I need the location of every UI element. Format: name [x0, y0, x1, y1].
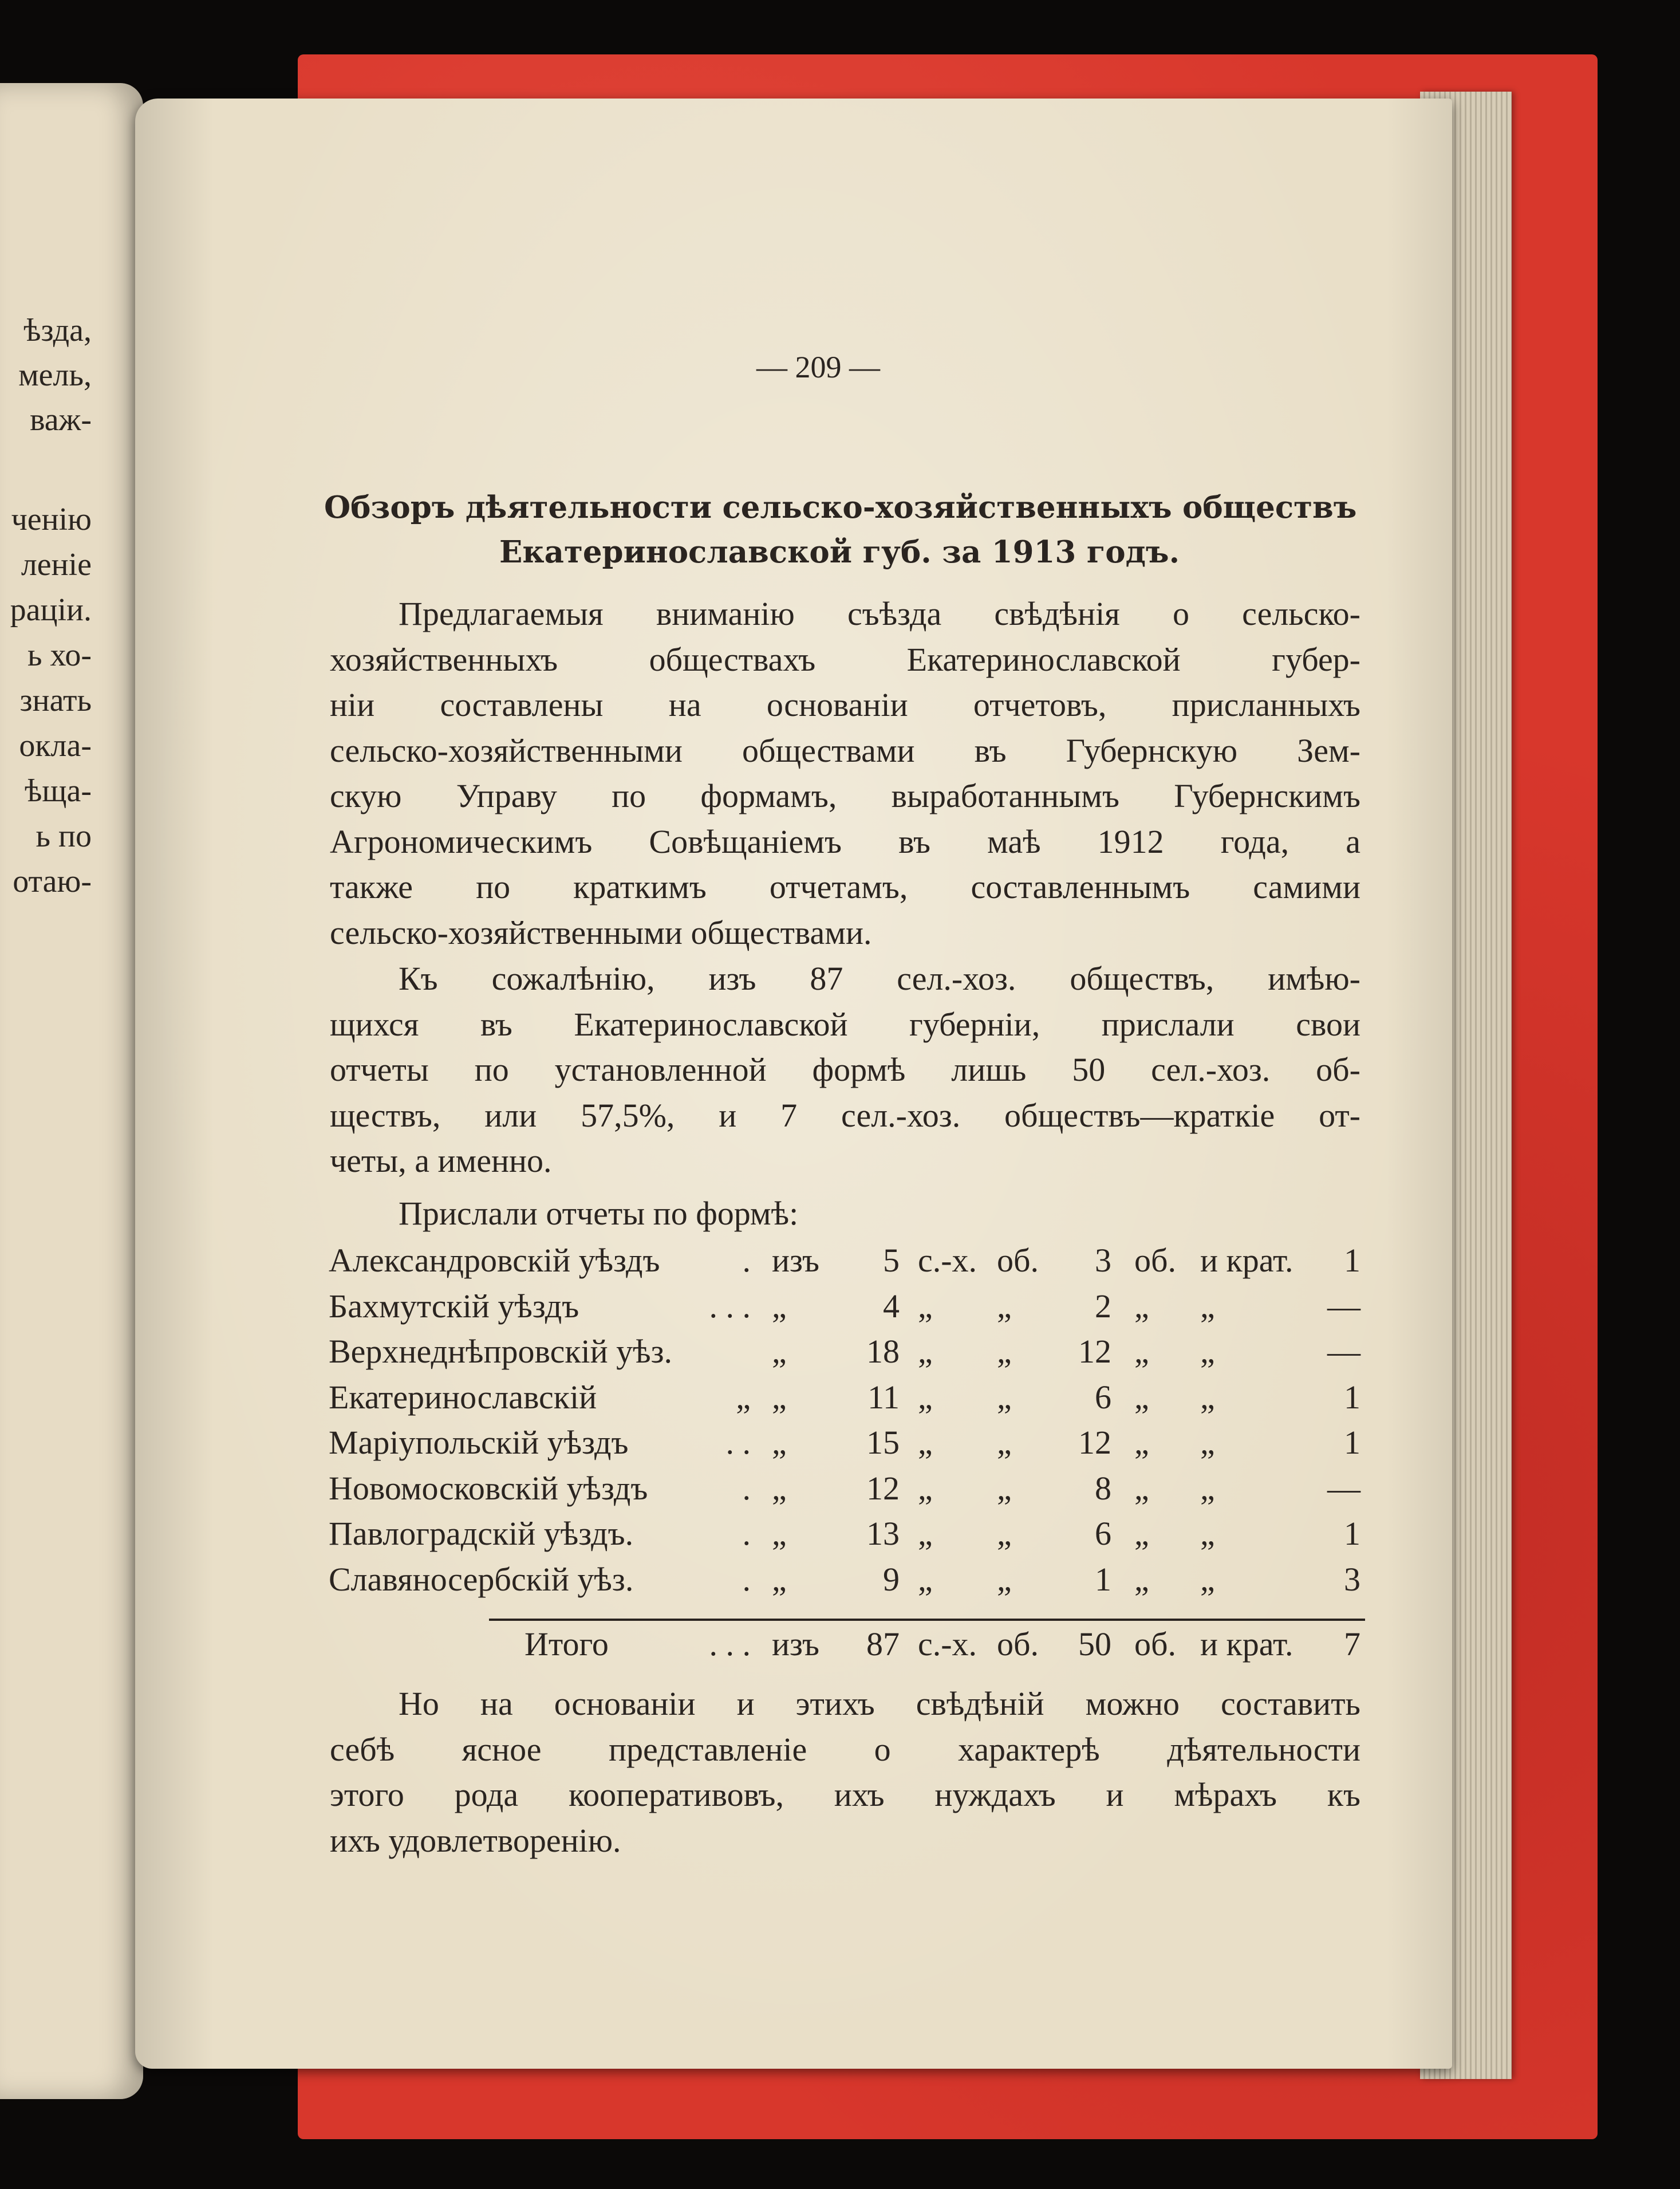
- paragraph-line: сельско-хозяйственными обществами.: [330, 914, 872, 951]
- table-cell-unit2: „: [997, 1469, 1012, 1507]
- paragraph-line: также по краткимъ отчетамъ, составленнымъ самими: [330, 868, 1360, 905]
- table-cell-dots: . .: [725, 1424, 751, 1461]
- paragraph-line: ществъ, или 57,5%, и 7 сел.-хоз. обществъ—краткіе от-: [330, 1096, 1360, 1134]
- left-page-fragment: мель,: [18, 357, 92, 393]
- table-cell-total: 13: [866, 1515, 900, 1552]
- table-cell-iz: изъ: [772, 1242, 819, 1279]
- paragraph-line: хозяйственныхъ обществахъ Екатеринославской губер-: [330, 640, 1360, 678]
- table-cell-unit3: „: [1134, 1469, 1149, 1507]
- total-cell-kr: и крат.: [1200, 1625, 1293, 1663]
- table-cell-dots: . . .: [709, 1287, 751, 1325]
- table-cell-iz: „: [772, 1560, 787, 1598]
- left-page-fragment: раціи.: [10, 592, 92, 628]
- table-cell-district: Екатеринославскій: [329, 1378, 597, 1416]
- table-cell-iz: „: [772, 1333, 787, 1370]
- table-cell-form: 6: [1095, 1515, 1111, 1552]
- table-cell-district: Бахмутскій уѣздъ: [329, 1287, 579, 1325]
- table-cell-district: Верхнеднѣпровскій уѣз.: [329, 1333, 673, 1370]
- table-cell-kr: „: [1200, 1287, 1215, 1325]
- paragraph-line: себѣ ясное представленіе о характерѣ дѣятельности: [330, 1730, 1360, 1768]
- paragraph-line: ихъ удовлетворенію.: [330, 1821, 621, 1859]
- table-cell-unit1: „: [918, 1515, 933, 1552]
- table-cell-brief: 1: [1344, 1242, 1360, 1279]
- table-cell-form: 8: [1095, 1469, 1111, 1507]
- table-cell-unit3: „: [1134, 1287, 1149, 1325]
- paragraph-line: Предлагаемыя вниманію съѣзда свѣдѣнія о сельско-: [399, 595, 1360, 632]
- total-cell-form: 50: [1078, 1625, 1111, 1663]
- table-cell-unit3: „: [1134, 1333, 1149, 1370]
- table-cell-dots: „: [736, 1378, 751, 1416]
- page-number: — 209 —: [756, 350, 880, 384]
- table-cell-iz: „: [772, 1469, 787, 1507]
- table-cell-total: 5: [883, 1242, 900, 1279]
- table-cell-total: 4: [883, 1287, 900, 1325]
- table-cell-kr: „: [1200, 1378, 1215, 1416]
- paragraph-line: ніи составлены на основаніи отчетовъ, присланныхъ: [330, 686, 1360, 723]
- table-cell-brief: —: [1327, 1333, 1360, 1370]
- table-cell-unit2: „: [997, 1424, 1012, 1461]
- left-page-fragment: отаю-: [13, 864, 92, 899]
- left-page-fragment: ь по: [36, 818, 92, 854]
- table-cell-form: 12: [1078, 1333, 1111, 1370]
- total-cell-dots: . . .: [709, 1625, 751, 1663]
- left-page-fragment: ь хо-: [27, 637, 92, 673]
- table-cell-kr: „: [1200, 1469, 1215, 1507]
- table-cell-kr: „: [1200, 1560, 1215, 1598]
- table-cell-district: Александровскій уѣздъ: [329, 1242, 660, 1279]
- table-cell-unit1: „: [918, 1560, 933, 1598]
- table-cell-unit3: „: [1134, 1378, 1149, 1416]
- left-page: [0, 83, 143, 2099]
- table-cell-iz: „: [772, 1287, 787, 1325]
- table-cell-form: 12: [1078, 1424, 1111, 1461]
- table-cell-unit1: „: [918, 1424, 933, 1461]
- table-cell-unit2: „: [997, 1378, 1012, 1416]
- paragraph-line: четы, а именно.: [330, 1142, 552, 1179]
- table-cell-brief: 1: [1344, 1424, 1360, 1461]
- table-cell-unit1: „: [918, 1378, 933, 1416]
- total-cell-total: 87: [866, 1625, 900, 1663]
- total-cell-district: Итого: [524, 1625, 609, 1663]
- table-cell-brief: 1: [1344, 1378, 1360, 1416]
- table-cell-total: 9: [883, 1560, 900, 1598]
- table-cell-dots: .: [742, 1560, 751, 1598]
- table-cell-total: 18: [866, 1333, 900, 1370]
- left-page-fragment: ѣща-: [24, 773, 92, 809]
- table-cell-district: Маріупольскій уѣздъ: [329, 1424, 629, 1461]
- table-cell-unit1: „: [918, 1333, 933, 1370]
- total-cell-unit2: об.: [997, 1625, 1039, 1663]
- table-cell-district: Славяносербскій уѣз.: [329, 1560, 634, 1598]
- table-cell-unit2: „: [997, 1287, 1012, 1325]
- table-cell-district: Павлоградскій уѣздъ.: [329, 1515, 634, 1552]
- table-intro: Прислали отчеты по формѣ:: [399, 1195, 799, 1232]
- table-cell-unit2: „: [997, 1515, 1012, 1552]
- total-cell-brief: 7: [1344, 1625, 1360, 1663]
- table-cell-total: 11: [867, 1378, 900, 1416]
- table-cell-total: 15: [866, 1424, 900, 1461]
- total-cell-unit3: об.: [1134, 1625, 1177, 1663]
- table-cell-unit2: „: [997, 1560, 1012, 1598]
- paragraph-line: этого рода кооперативовъ, ихъ нуждахъ и мѣрахъ къ: [330, 1776, 1360, 1813]
- paragraph-line: Къ сожалѣнію, изъ 87 сел.-хоз. обществъ, имѣю-: [399, 960, 1360, 997]
- table-cell-brief: —: [1327, 1287, 1360, 1325]
- paragraph-line: Агрономическимъ Совѣщаніемъ въ маѣ 1912 года, а: [330, 822, 1360, 860]
- table-cell-unit3: об.: [1134, 1242, 1177, 1279]
- table-cell-unit3: „: [1134, 1424, 1149, 1461]
- table-cell-form: 2: [1095, 1287, 1111, 1325]
- table-cell-dots: .: [742, 1469, 751, 1507]
- table-total-rule: [489, 1619, 1365, 1621]
- table-cell-iz: „: [772, 1424, 787, 1461]
- paragraph-line: отчеты по установленной формѣ лишь 50 сел.-хоз. об-: [330, 1051, 1360, 1088]
- table-cell-kr: „: [1200, 1333, 1215, 1370]
- paragraph-line: сельско-хозяйственными обществами въ Губернскую Зем-: [330, 731, 1360, 769]
- table-cell-kr: „: [1200, 1515, 1215, 1552]
- left-page-fragment: окла-: [19, 728, 92, 763]
- section-heading: Екатеринославской губ. за 1913 годъ.: [499, 534, 1180, 570]
- table-cell-brief: 1: [1344, 1515, 1360, 1552]
- table-cell-kr: и крат.: [1200, 1242, 1293, 1279]
- table-cell-unit1: „: [918, 1469, 933, 1507]
- left-page-fragment: ѣзда,: [23, 313, 92, 348]
- table-cell-kr: „: [1200, 1424, 1215, 1461]
- table-cell-unit1: „: [918, 1287, 933, 1325]
- left-page-fragment: леніе: [21, 547, 92, 582]
- table-cell-unit1: с.-х.: [918, 1242, 977, 1279]
- paragraph-line: Но на основаніи и этихъ свѣдѣній можно составить: [399, 1685, 1360, 1722]
- paragraph-line: щихся въ Екатеринославской губерніи, прислали свои: [330, 1005, 1360, 1043]
- table-cell-form: 1: [1095, 1560, 1111, 1598]
- section-heading: Обзоръ дѣятельности сельско-хозяйственныхъ обществъ: [324, 490, 1357, 525]
- total-cell-iz: изъ: [772, 1625, 819, 1663]
- table-cell-dots: .: [742, 1515, 751, 1552]
- right-page: [135, 99, 1452, 2069]
- left-page-fragment: знать: [19, 683, 92, 718]
- total-cell-unit1: с.-х.: [918, 1625, 977, 1663]
- table-cell-total: 12: [866, 1469, 900, 1507]
- table-cell-dots: .: [742, 1242, 751, 1279]
- left-page-fragment: важ-: [30, 402, 92, 438]
- table-cell-district: Новомосковскій уѣздъ: [329, 1469, 648, 1507]
- table-cell-brief: 3: [1344, 1560, 1360, 1598]
- table-cell-unit3: „: [1134, 1560, 1149, 1598]
- table-cell-unit2: „: [997, 1333, 1012, 1370]
- left-page-fragment: ченію: [11, 502, 92, 537]
- table-cell-brief: —: [1327, 1469, 1360, 1507]
- paragraph-line: скую Управу по формамъ, выработаннымъ Губернскимъ: [330, 777, 1360, 814]
- table-cell-iz: „: [772, 1378, 787, 1416]
- table-cell-unit3: „: [1134, 1515, 1149, 1552]
- table-cell-unit2: об.: [997, 1242, 1039, 1279]
- table-cell-iz: „: [772, 1515, 787, 1552]
- table-cell-form: 3: [1095, 1242, 1111, 1279]
- table-cell-form: 6: [1095, 1378, 1111, 1416]
